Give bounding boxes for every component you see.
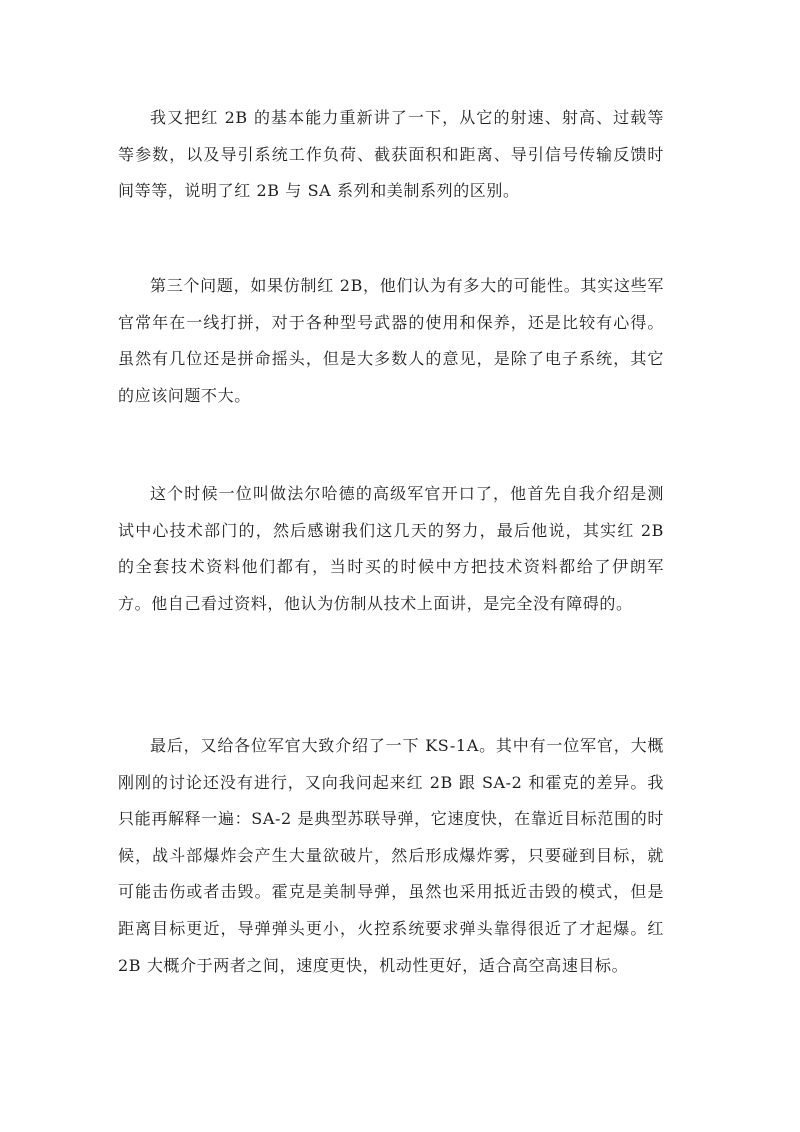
paragraph-4: 最后，又给各位军官大致介绍了一下 KS-1A。其中有一位军官，大概刚刚的讨论还没有进行，又向我问起来红 2B 跟 SA-2 和霍克的差异。我只能再解释一遍：SA-2 是典型苏联导弹，它速度快，在靠近目标范围的时候，战斗部爆炸会产生大量欲破片，然后形成爆炸雾，只要碰到目标，就可能击伤或者击毁。霍克是美制导弹，虽然也采用抵近击毁的模式，但是距离目标更近，导弹弹头更小，火控系统要求弹头靠得很近了才起爆。红 2B 大概介于两者之间，速度更快，机动性更好，适合高空高速目标。	[118, 736, 664, 975]
paragraph-3: 这个时候一位叫做法尔哈德的高级军官开口了，他首先自我介绍是测试中心技术部门的，然后感谢我们这几天的努力，最后他说，其实红 2B 的全套技术资料他们都有，当时买的时候中方把技术资料都给了伊朗军方。他自己看过资料，他认为仿制从技术上面讲，是完全没有障碍的。	[118, 484, 664, 613]
paragraph-1: 我又把红 2B 的基本能力重新讲了一下，从它的射速、射高、过载等等参数，以及导引系统工作负荷、截获面积和距离、导引信号传输反馈时间等等，说明了红 2B 与 SA 系列和美制系列的区别。	[118, 108, 664, 201]
paragraph-2: 第三个问题，如果仿制红 2B，他们认为有多大的可能性。其实这些军官常年在一线打拼，对于各种型号武器的使用和保养，还是比较有心得。虽然有几位还是拼命摇头，但是大多数人的意见，是除了电子系统，其它的应该问题不大。	[118, 276, 664, 405]
